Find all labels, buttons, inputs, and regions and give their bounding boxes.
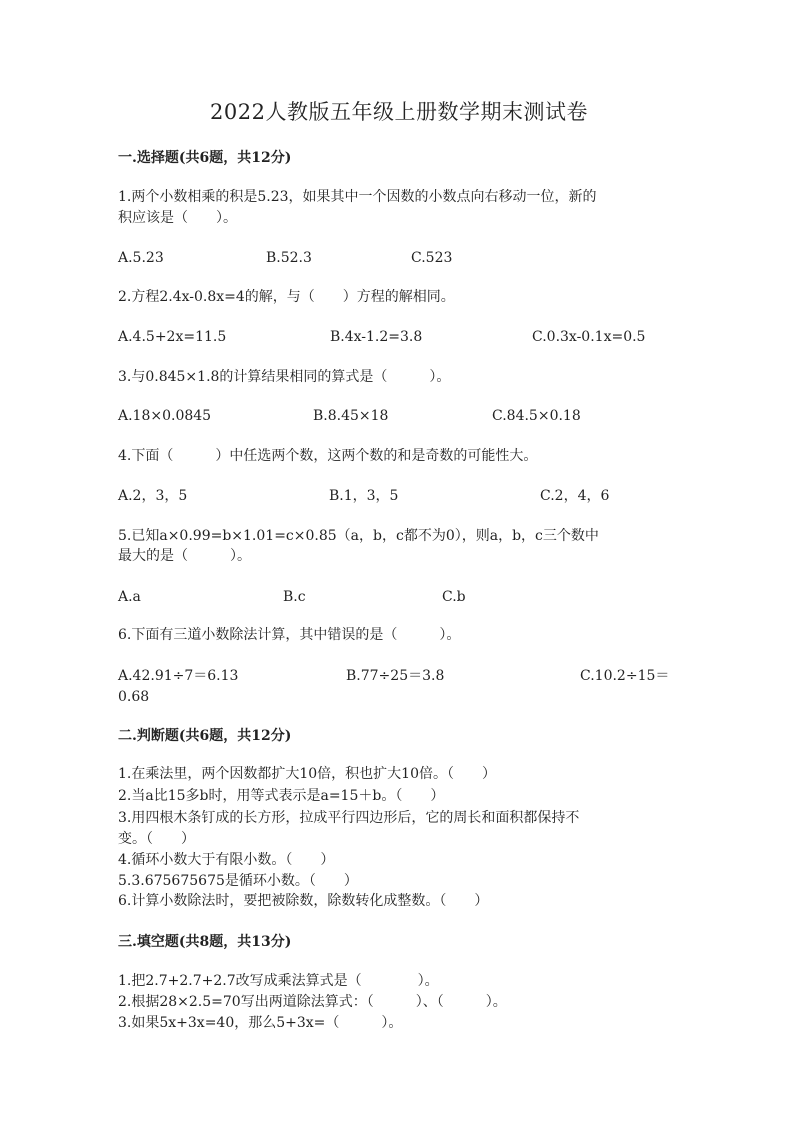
question-4-option-a: A.2，3，5 (118, 488, 188, 504)
section-heading-choice: 一.选择题(共6题，共12分) (118, 150, 292, 166)
judge-item-6: 6.计算小数除法时，要把被除数，除数转化成整数。（ ） (118, 893, 489, 909)
question-3-option-c: C.84.5×0.18 (492, 408, 581, 424)
section-heading-fill: 三.填空题(共8题，共13分) (118, 934, 292, 950)
question-4-option-b: B.1，3，5 (329, 488, 399, 504)
judge-item-4: 4.循环小数大于有限小数。（ ） (118, 852, 335, 868)
question-3-line-1: 3.与0.845×1.8的计算结果相同的算式是（ ）。 (118, 369, 451, 385)
question-5-option-a: A.a (118, 589, 141, 605)
question-6-option-c-continued: 0.68 (118, 689, 150, 705)
question-1-line-2: 积应该是（ ）。 (118, 210, 237, 226)
question-5-line-2: 最大的是（ ）。 (118, 548, 251, 564)
question-2-option-b: B.4x-1.2=3.8 (330, 329, 423, 345)
question-3-option-a: A.18×0.0845 (118, 408, 212, 424)
question-2-line-1: 2.方程2.4x-0.8x=4的解，与（ ）方程的解相同。 (118, 289, 455, 305)
judge-item-1: 1.在乘法里，两个因数都扩大10倍，积也扩大10倍。（ ） (118, 766, 496, 782)
question-1-option-c: C.523 (411, 250, 453, 266)
judge-item-3-line-2: 变。（ ） (118, 831, 195, 847)
question-5-line-1: 5.已知a×0.99=b×1.01=c×0.85（a，b，c都不为0），则a，b，c三个数中 (118, 528, 599, 544)
judge-item-3-line-1: 3.用四根木条钉成的长方形，拉成平行四边形后，它的周长和面积都保持不 (118, 810, 580, 826)
question-2-option-a: A.4.5+2x=11.5 (118, 329, 227, 345)
question-3-option-b: B.8.45×18 (313, 408, 389, 424)
question-6-line-1: 6.下面有三道小数除法计算，其中错误的是（ ）。 (118, 627, 461, 643)
question-1-line-1: 1.两个小数相乘的积是5.23，如果其中一个因数的小数点向右移动一位，新的 (118, 189, 597, 205)
page-title: 2022人教版五年级上册数学期末测试卷 (210, 100, 588, 124)
question-6-option-a: A.42.91÷7＝6.13 (118, 668, 239, 684)
question-6-option-b: B.77÷25＝3.8 (346, 668, 445, 684)
judge-item-5: 5.3.675675675是循环小数。（ ） (118, 873, 358, 889)
question-5-option-c: C.b (442, 589, 466, 605)
fill-item-3: 3.如果5x+3x=40，那么5+3x=（ ）。 (118, 1015, 403, 1031)
question-5-option-b: B.c (283, 589, 306, 605)
judge-item-2: 2.当a比15多b时，用等式表示是a=15＋b。（ ） (118, 788, 445, 804)
question-1-option-a: A.5.23 (118, 250, 164, 266)
question-1-option-b: B.52.3 (266, 250, 312, 266)
fill-item-1: 1.把2.7+2.7+2.7改写成乘法算式是（ ）。 (118, 973, 439, 989)
question-2-option-c: C.0.3x-0.1x=0.5 (532, 329, 646, 345)
question-4-option-c: C.2，4，6 (540, 488, 610, 504)
question-4-line-1: 4.下面（ ）中任选两个数，这两个数的和是奇数的可能性大。 (118, 448, 538, 464)
fill-item-2: 2.根据28×2.5=70写出两道除法算式：（ ）、（ ）。 (118, 994, 507, 1010)
question-6-option-c: C.10.2÷15＝ (580, 668, 670, 684)
section-heading-judge: 二.判断题(共6题，共12分) (118, 728, 292, 744)
